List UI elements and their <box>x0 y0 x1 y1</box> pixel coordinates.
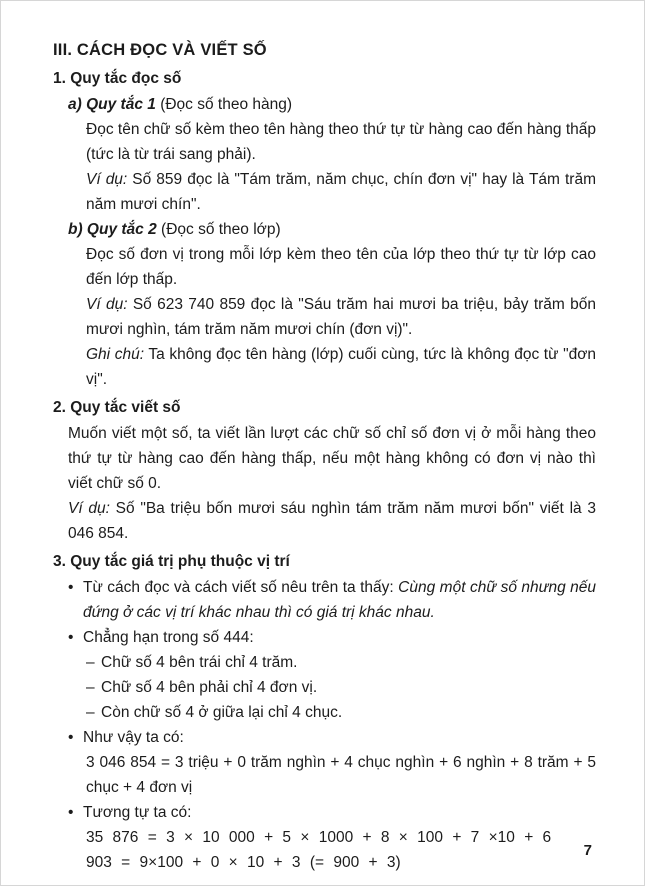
example-label: Ví dụ: <box>86 296 128 313</box>
section-2-example <box>68 496 596 546</box>
bullet-item <box>68 725 596 750</box>
dash-text: Chữ số 4 bên trái chỉ 4 trăm. <box>101 654 298 671</box>
dash-item <box>86 675 596 700</box>
section-3-title: 3. Quy tắc giá trị phụ thuộc vị trí <box>53 553 290 570</box>
bullet-item <box>68 575 596 625</box>
note-label: Ghi chú: <box>86 346 145 363</box>
bullet-text <box>83 575 596 625</box>
example-text: Số 859 đọc là "Tám trăm, năm chục, chín đơn vị" hay là Tám trăm năm mươi chín". <box>86 171 596 213</box>
dash-text: Chữ số 4 bên phải chỉ 4 đơn vị. <box>101 679 318 696</box>
bullet-text: Chẳng hạn trong số 444: <box>83 629 254 646</box>
example-text: Số 623 740 859 đọc là "Sáu trăm hai mươi ba triệu, bảy trăm bốn mươi nghìn, tám trăm năm mươi chín (đơn vị)". <box>86 296 596 338</box>
dash-text: Còn chữ số 4 ở giữa lại chỉ 4 chục. <box>101 704 343 721</box>
bullet-icon: • <box>68 729 74 746</box>
bullet-text: Tương tự ta có: <box>83 804 192 821</box>
bullet-text-regular: Từ cách đọc và cách viết số nêu trên ta thấy: <box>83 579 394 596</box>
rule-b-label: b) Quy tắc 2 <box>68 221 157 238</box>
bullet-item <box>68 625 596 650</box>
rule-a-paren: (Đọc số theo hàng) <box>160 96 293 113</box>
dash-icon: – <box>86 679 95 696</box>
rule-b-body: Đọc số đơn vị trong mỗi lớp kèm theo tên của lớp theo thứ tự từ lớp cao đến lớp thấp. <box>86 246 596 288</box>
bullet-icon: • <box>68 804 74 821</box>
rule-b-paren: (Đọc số theo lớp) <box>161 221 281 238</box>
equation-903: 903 = 9×100 + 0 × 10 + 3 (= 900 + 3) <box>86 854 401 871</box>
bullet-item <box>68 800 596 825</box>
equation-35876: 35 876 = 3 × 10 000 + 5 × 1000 + 8 × 100 + 7 ×10 + 6 <box>86 829 552 846</box>
rule-a-heading <box>68 92 596 117</box>
bullet-icon: • <box>68 579 74 596</box>
page-title: III. CÁCH ĐỌC VÀ VIẾT SỐ <box>53 41 267 59</box>
rule-b-example <box>86 292 596 342</box>
dash-item <box>86 650 596 675</box>
dash-item <box>86 700 596 725</box>
rule-a-label: a) Quy tắc 1 <box>68 96 156 113</box>
equation-expansion: 3 046 854 = 3 triệu + 0 trăm nghìn + 4 chục nghìn + 6 nghìn + 8 trăm + 5 chục + 4 đơn vị <box>86 754 596 796</box>
bullet-text: Như vậy ta có: <box>83 729 184 746</box>
note-text: Ta không đọc tên hàng (lớp) cuối cùng, tức là không đọc từ "đơn vị". <box>86 346 596 388</box>
page-number: 7 <box>583 842 592 859</box>
dash-icon: – <box>86 704 95 721</box>
rule-a-body: Đọc tên chữ số kèm theo tên hàng theo thứ tự từ hàng cao đến hàng thấp (tức là từ trái sang phải). <box>86 121 596 163</box>
section-2-title: 2. Quy tắc viết số <box>53 399 181 416</box>
rule-a-example <box>86 167 596 217</box>
rule-b-heading <box>68 217 596 242</box>
example-label: Ví dụ: <box>86 171 128 188</box>
dash-icon: – <box>86 654 95 671</box>
section-1-title: 1. Quy tắc đọc số <box>53 70 182 87</box>
bullet-icon: • <box>68 629 74 646</box>
example-text: Số "Ba triệu bốn mươi sáu nghìn tám trăm năm mươi bốn" viết là 3 046 854. <box>68 500 597 542</box>
bullet-text-italic: Cùng một chữ số nhưng nếu đứng ở các vị trí khác nhau thì có giá trị khác nhau. <box>83 579 597 621</box>
section-2-body: Muốn viết một số, ta viết lần lượt các chữ số chỉ số đơn vị ở mỗi hàng theo thứ tự từ hàng cao đến hàng thấp, nếu một hàng không có đơn vị nào thì viết chữ số 0. <box>68 425 596 492</box>
rule-b-note <box>86 342 596 392</box>
example-label: Ví dụ: <box>68 500 110 517</box>
